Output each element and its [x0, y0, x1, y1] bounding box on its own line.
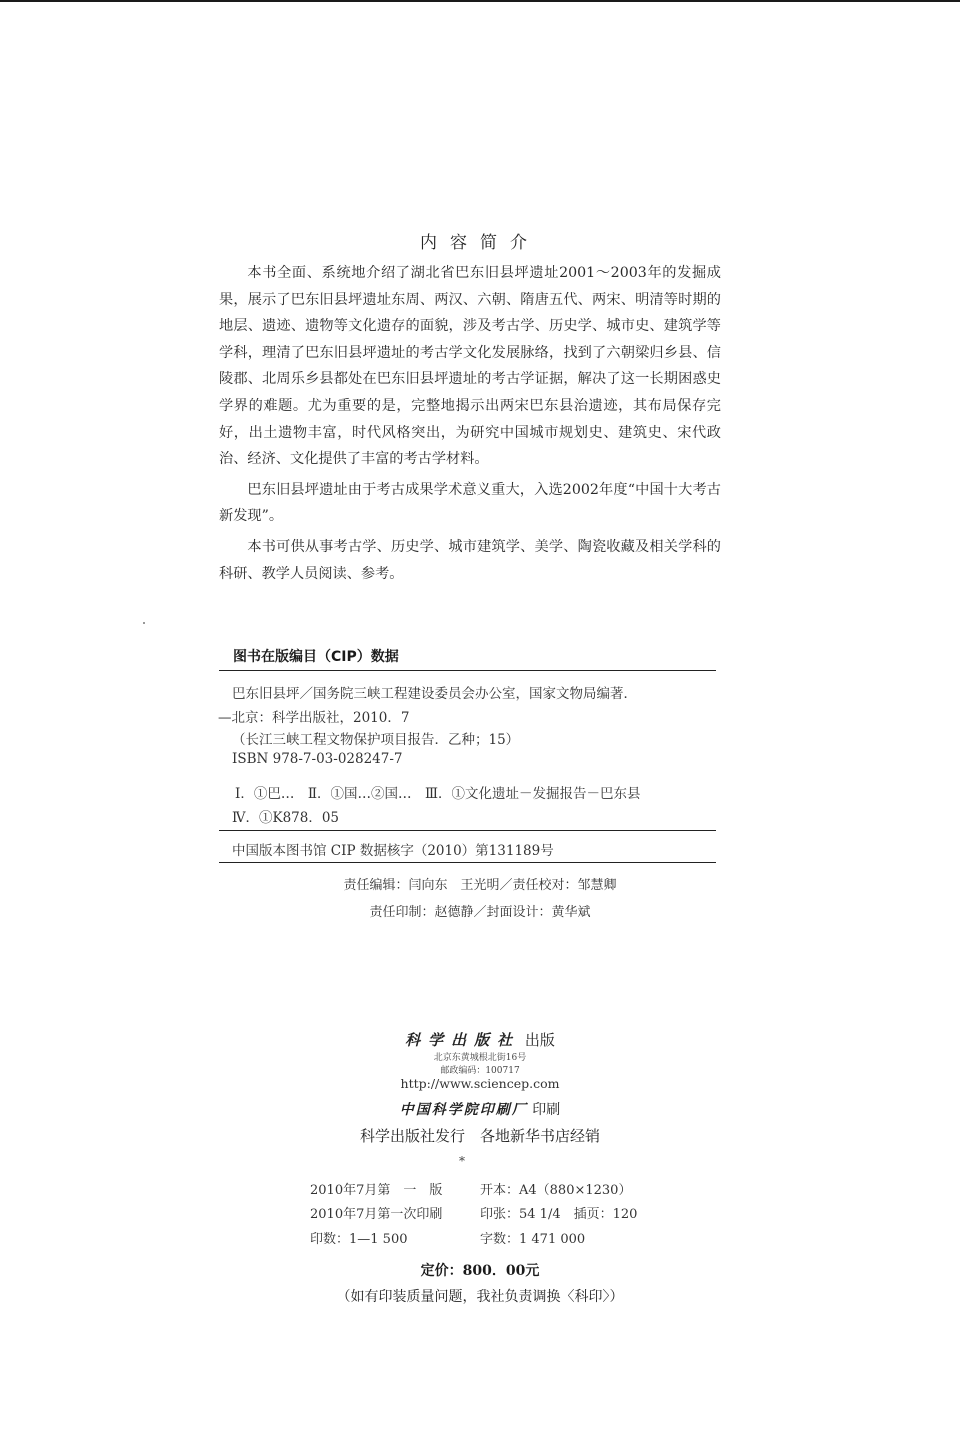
intro-text: [219, 260, 721, 591]
format-info: 开本：A4（880×1230）: [480, 1183, 632, 1198]
cip-call-number-line: Ⅳ．①K878．05: [232, 810, 340, 826]
sheets-info: 印张：54 1/4 插页：120: [480, 1207, 638, 1222]
publisher-url: http://www.sciencep.com: [400, 1076, 560, 1091]
intro-paragraph-2: 巴东旧县坪遗址由于考古成果学术意义重大，入选2002年度“中国十大考古新发现”。: [219, 481, 721, 525]
printing-info: 2010年7月第一次印刷: [310, 1207, 443, 1222]
scan-speck: [143, 622, 145, 624]
cip-title: 图书在版编目（CIP）数据: [233, 649, 399, 665]
cip-series-line: （长江三峡工程文物保护项目报告．乙种；15）: [232, 732, 520, 748]
cip-middle-rule: [219, 830, 716, 831]
printer-suffix: 印刷: [532, 1102, 561, 1118]
printer-logo-name: 中国科学院印刷厂: [399, 1102, 528, 1118]
separator-star: *: [459, 1154, 465, 1168]
publisher-suffix: 出版: [524, 1031, 555, 1049]
cip-isbn-line: ISBN 978-7-03-028247-7: [232, 751, 403, 767]
edition-info: 2010年7月第 一 版: [310, 1183, 443, 1198]
intro-paragraph-3: 本书可供从事考古学、历史学、城市建筑学、美学、陶瓷收藏及相关学科的科研、教学人员阅读、参考。: [219, 538, 721, 582]
cip-publisher-line: —北京：科学出版社，2010．7: [218, 710, 410, 726]
production-credits: 责任印制：赵德静／封面设计：黄华斌: [369, 905, 591, 920]
editor-credits: 责任编辑：闫向东 王光明／责任校对：邹慧卿: [343, 878, 617, 893]
printer-line: [0, 1099, 960, 1119]
top-border-line: [0, 0, 960, 2]
cip-classification-line: Ⅰ．①巴… Ⅱ．①国…②国… Ⅲ．①文化遗址－发掘报告－巴东县: [235, 786, 641, 802]
price: 定价：800．00元: [420, 1263, 540, 1279]
distribution-line: 科学出版社发行 各地新华书店经销: [359, 1127, 600, 1145]
cip-title-line: 巴东旧县坪／国务院三峡工程建设委员会办公室，国家文物局编著．: [232, 686, 637, 702]
intro-title: 内容简介: [420, 233, 540, 253]
intro-paragraph-1: 本书全面、系统地介绍了湖北省巴东旧县坪遗址2001～2003年的发掘成果，展示了巴东旧县坪遗址东周、两汉、六朝、隋唐五代、两宋、明清等时期的地层、遗迹、遗物等文化遗存的面貌，涉及考古学、历史学、城市史、建筑学等学科，理清了巴东旧县坪遗址的考古学文化发展脉络，找到了六朝梁归乡县、信陵郡、北周乐乡县都处在巴东旧县坪遗址的考古学证据，解决了这一长期困惑史学界的难题。尤为重要的是，完整地揭示出两宋巴东县治遗迹，其布局保存完好，出土遗物丰富，时代风格突出，为研究中国城市规划史、建筑史、宋代政治、经济、文化提供了丰富的考古学材料。: [219, 265, 721, 468]
quality-note: （如有印装质量问题，我社负责调换〈科印〉）: [336, 1289, 624, 1305]
cip-bottom-rule: [219, 862, 716, 863]
cip-record-line: 中国版本图书馆 CIP 数据核字（2010）第131189号: [232, 843, 554, 859]
publisher-address: 北京东黄城根北街16号: [433, 1053, 527, 1063]
publisher-postcode: 邮政编码：100717: [440, 1066, 520, 1076]
publisher-logo-name: 科学出版社: [405, 1031, 521, 1049]
words-info: 字数：1 471 000: [480, 1232, 586, 1247]
publisher-line: [0, 1029, 960, 1050]
copies-info: 印数：1—1 500: [310, 1232, 408, 1247]
cip-top-rule: [219, 670, 716, 671]
